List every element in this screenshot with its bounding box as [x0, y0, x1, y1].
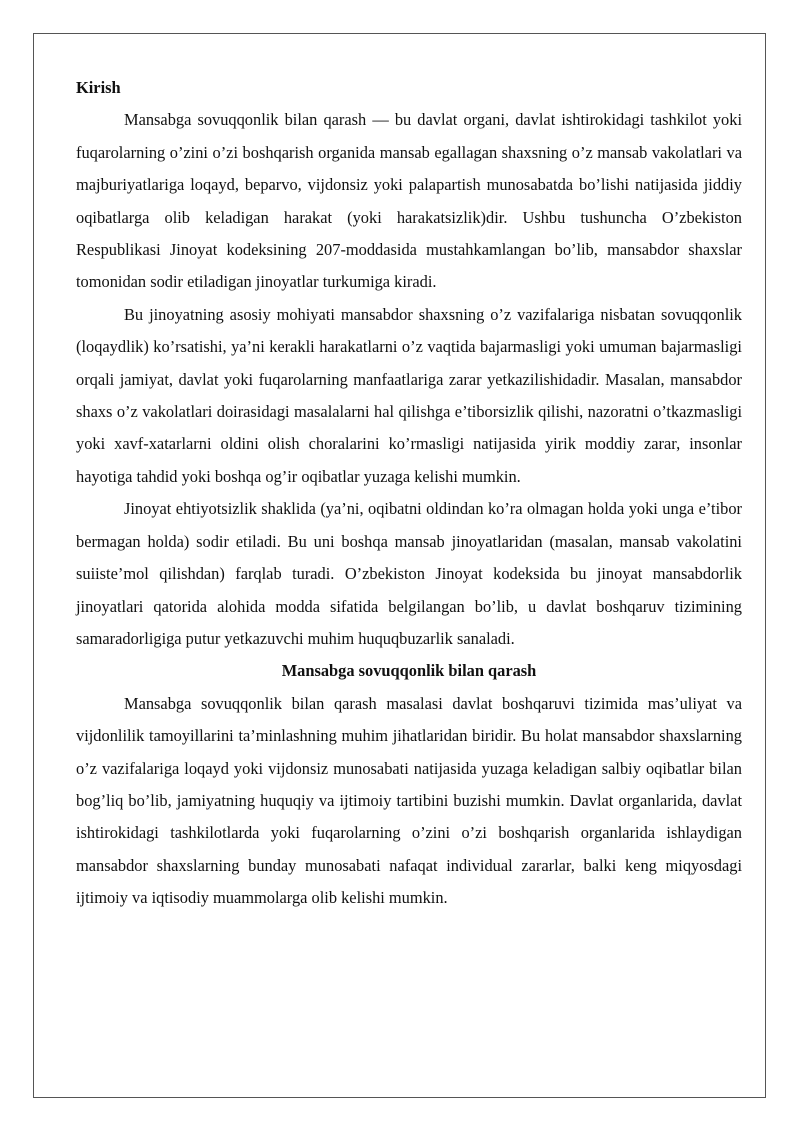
section-heading-main: Mansabga sovuqqonlik bilan qarash [281, 661, 537, 681]
paragraph-essence: Bu jinoyatning asosiy mohiyati mansabdor shaxsning o’z vazifalariga nisbatan sovuqqonlik (loqaydlik) ko’rsatishi, ya’ni kerakli harakatlarni o’z vaqtida bajarmasligi yoki umuman bajarmasligi orqali jamiyat, davlat yoki fuqarolarning manfaatlariga zarar yetkazilishidadir. Masalan, mansabdor shaxs o’z vakolatlari doirasidagi masalalarni hal qilishga e’tiborsizlik qilishi, nazoratni o’tkazmasligi yoki xavf-xatarlarni oldini olish choralarini ko’rmasligi natijasida yirik moddiy zarar, insonlar hayotiga tahdid yoki boshqa og’ir oqibatlar yuzaga kelishi mumkin. [76, 304, 742, 486]
document-body [76, 72, 742, 915]
section-heading-kirish: Kirish [76, 78, 121, 97]
paragraph-definition: Mansabga sovuqqonlik bilan qarash — bu davlat organi, davlat ishtirokidagi tashkilot yoki fuqarolarning o’zini o’zi boshqarish organida mansab egallagan shaxsning o’z mansab vakolatlari va majburiyatlariga loqayd, beparvo, vijdonsiz yoki palapartish munosabatda bo’lishi natijasida jiddiy oqibatlarga olib keladigan harakat (yoki harakatsizlik)dir. Ushbu tushuncha O’zbekiston Respublikasi Jinoyat kodeksining 207-moddasida mustahkamlangan bo’lib, mansabdor shaxslar tomonidan sodir etiladigan jinoyatlar turkumiga kiradi. [76, 110, 742, 292]
paragraph-negligence-form: Jinoyat ehtiyotsizlik shaklida (ya’ni, oqibatni oldindan ko’ra olmagan holda yoki unga e’tibor bermagan holda) sodir etiladi. Bu uni boshqa mansab jinoyatlaridan (masalan, mansab vakolatini suiiste’mol qilishdan) farqlab turadi. O’zbekiston Jinoyat kodeksida bu jinoyat mansabdorlik jinoyatlari qatorida alohida modda sifatida belgilangan bo’lib, u davlat boshqaruv tizimining samaradorligiga putur yetkazuvchi muhim huquqbuzarlik sanaladi. [76, 499, 742, 648]
paragraph-responsibility: Mansabga sovuqqonlik bilan qarash masalasi davlat boshqaruvi tizimida mas’uliyat va vijdonlilik tamoyillarini ta’minlashning muhim jihatlaridan biridir. Bu holat mansabdor shaxslarning o’z vazifalariga loqayd yoki vijdonsiz munosabati natijasida yuzaga keladigan salbiy oqibatlar bilan bog’liq bo’lib, jamiyatning huquqiy va ijtimoiy tartibini buzishi mumkin. Davlat organlarida, davlat ishtirokidagi tashkilotlarda yoki fuqarolarning o’zini o’zi boshqarish organlarida ishlaydigan mansabdor shaxslarning bunday munosabati nafaqat individual zararlar, balki keng miqyosdagi ijtimoiy va iqtisodiy muammolarga olib kelishi mumkin. [76, 693, 742, 908]
